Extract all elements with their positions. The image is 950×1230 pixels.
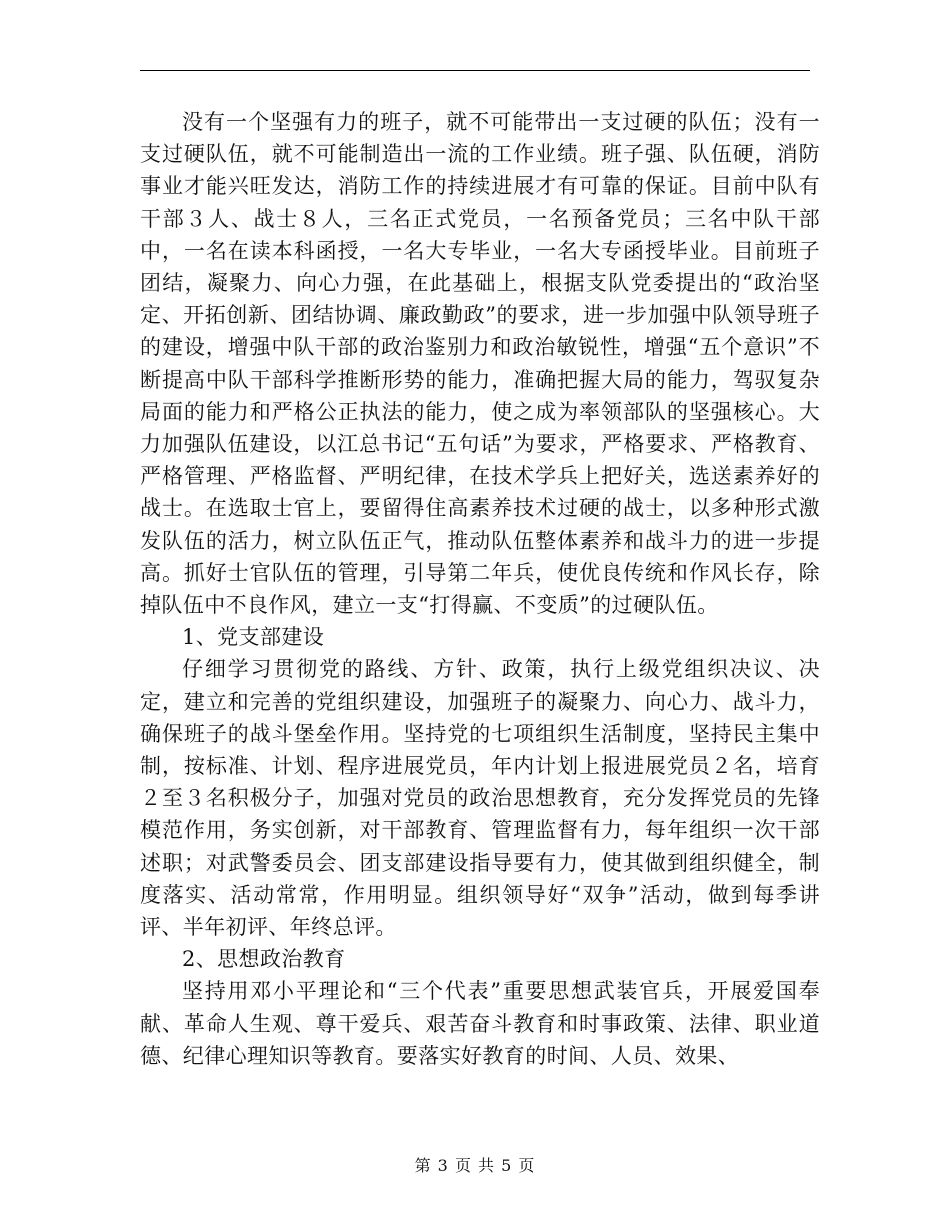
header-rule (140, 70, 810, 71)
document-body (140, 106, 820, 1072)
paragraph-party-branch: 仔细学习贯彻党的路线、方针、政策，执行上级党组织决议、决定，建立和完善的党组织建设，加强班子的凝聚力、向心力、战斗力，确保班子的战斗堡垒作用。坚持党的七项组织生活制度，坚持民主集中制，按标准、计划、程序进展党员，年内计划上报进展党员２名，培育２至３名积极分子，加强对党员的政治思想教育，充分发挥党员的先锋模范作用，务实创新，对干部教育、管理监督有力，每年组织一次干部述职；对武警委员会、团支部建设指导要有力，使其做到组织健全，制度落实、活动常常，作用明显。组织领导好“双争”活动，做到每季讲评、半年初评、年终总评。 (140, 657, 820, 940)
paragraph-team-building: 没有一个坚强有力的班子，就不可能带出一支过硬的队伍；没有一支过硬队伍，就不可能制造出一流的工作业绩。班子强、队伍硬，消防事业才能兴旺发达，消防工作的持续进展才有可靠的保证。目前中队有干部３人、战士８人，三名正式党员，一名预备党员；三名中队干部中，一名在读本科函授，一名大专毕业，一名大专函授毕业。目前班子团结，凝聚力、向心力强，在此基础上，根据支队党委提出的“政治坚定、开拓创新、团结协调、廉政勤政”的要求，进一步加强中队领导班子的建设，增强中队干部的政治鉴别力和政治敏锐性，增强“五个意识”不断提高中队干部科学推断形势的能力，准确把握大局的能力，驾驭复杂局面的能力和严格公正执法的能力，使之成为率领部队的坚强核心。大力加强队伍建设，以江总书记“五句话”为要求，严格要求、严格教育、严格管理、严格监督、严明纪律，在技术学兵上把好关，选送素养好的战士。在选取士官上，要留得住高素养技术过硬的战士，以多种形式激发队伍的活力，树立队伍正气，推动队伍整体素养和战斗力的进一步提高。抓好士官队伍的管理，引导第二年兵，使优良传统和作风长存，除掉队伍中不良作风，建立一支“打得赢、不变质”的过硬队伍。 (140, 110, 820, 618)
section-heading-party-branch: 1、党支部建设 (182, 625, 325, 650)
page-number-label: 第 3 页 共 5 页 (414, 1156, 536, 1175)
paragraph-political-education: 坚持用邓小平理论和“三个代表”重要思想武装官兵，开展爱国奉献、革命人生观、尊干爱兵、艰苦奋斗教育和时事政策、法律、职业道德、纪律心理知识等教育。要落实好教育的时间、人员、效果、 (140, 979, 820, 1068)
page-footer (0, 1153, 950, 1176)
section-heading-political-education: 2、思想政治教育 (182, 947, 346, 972)
